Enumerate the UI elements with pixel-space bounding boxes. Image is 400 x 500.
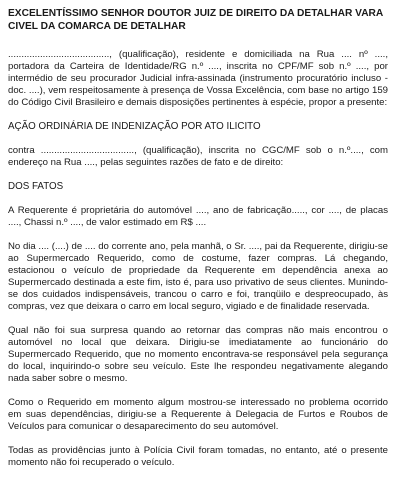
document-heading: EXCELENTÍSSIMO SENHOR DOUTOR JUIZ DE DIREITO DA DETALHAR VARA CIVEL DA COMARCA DE DETALHAR [8,8,383,32]
action-title: AÇÃO ORDINÁRIA DE INDENIZAÇÃO POR ATO ILICITO [8,121,261,132]
facts-paragraph-4: Como o Requerido em momento algum mostrou-se interessado no problema ocorrido em suas dependências, dirigiu-se a Requerente à Delegacia de Furtos e Roubos de Veículos para comunicar o desaparecimento do seu automóvel. [8,397,388,432]
facts-paragraph-3: Qual não foi sua surpresa quando ao retornar das compras não mais encontrou o automóvel no local que deixara. Dirigiu-se imediatamente ao funcionário do Supermercado Requerido, que no momento encontrava-se responsável pela segurança do local, inquirindo-o sobre seu veículo. Este lhe respondeu negativamente alegando nada saber sobre o mesmo. [8,325,388,384]
intro-paragraph: ......................................, (qualificação), residente e domiciliada na Rua .... nº ...., portadora da Carteira de Identidade/RG n.º ...., inscrita no CPF/MF sob n.º ...., por intermédio de seu procurador Judicial infra-assinada (instrumento procuratório incluso - doc. ....), vem respeitosamente à presença de Vossa Excelência, com base no artigo 159 do Código Civil Brasileiro e demais disposições pertinentes à espécie, propor a presente: [8,49,388,108]
facts-paragraph-5: Todas as providências junto à Polícia Civil foram tomadas, no entanto, até o presente momento não foi recuperado o veículo. [8,445,388,468]
facts-paragraph-2: No dia .... (....) de .... do corrente ano, pela manhã, o Sr. ...., pai da Requerente, dirigiu-se ao Supermercado Requerido, como de costume, fazer compras. Lá chegando, estacionou o veículo de propriedade da Requerente em dependência anexa ao Supermercado destinada a este fim, isto é, para uso privativo de seus clientes. Munindo-se dos cuidados indispensáveis, trancou o carro e foi, tranqüilo e despreocupado, às compras, vez que deixara o carro em local seguro, vigiado e de finalidade reservada. [8,241,388,312]
facts-paragraph-1: A Requerente é proprietária do automóvel ...., ano de fabricação....., cor ...., de placas ...., Chassi n.º ...., de valor estimado em R$ .... [8,205,388,228]
document-page [8,8,388,481]
facts-title: DOS FATOS [8,181,64,192]
against-paragraph: contra ..................................., (qualificação), inscrita no CGC/MF sob o n.º...., com endereço na Rua ...., pelas seguintes razões de fato e de direito: [8,145,388,168]
